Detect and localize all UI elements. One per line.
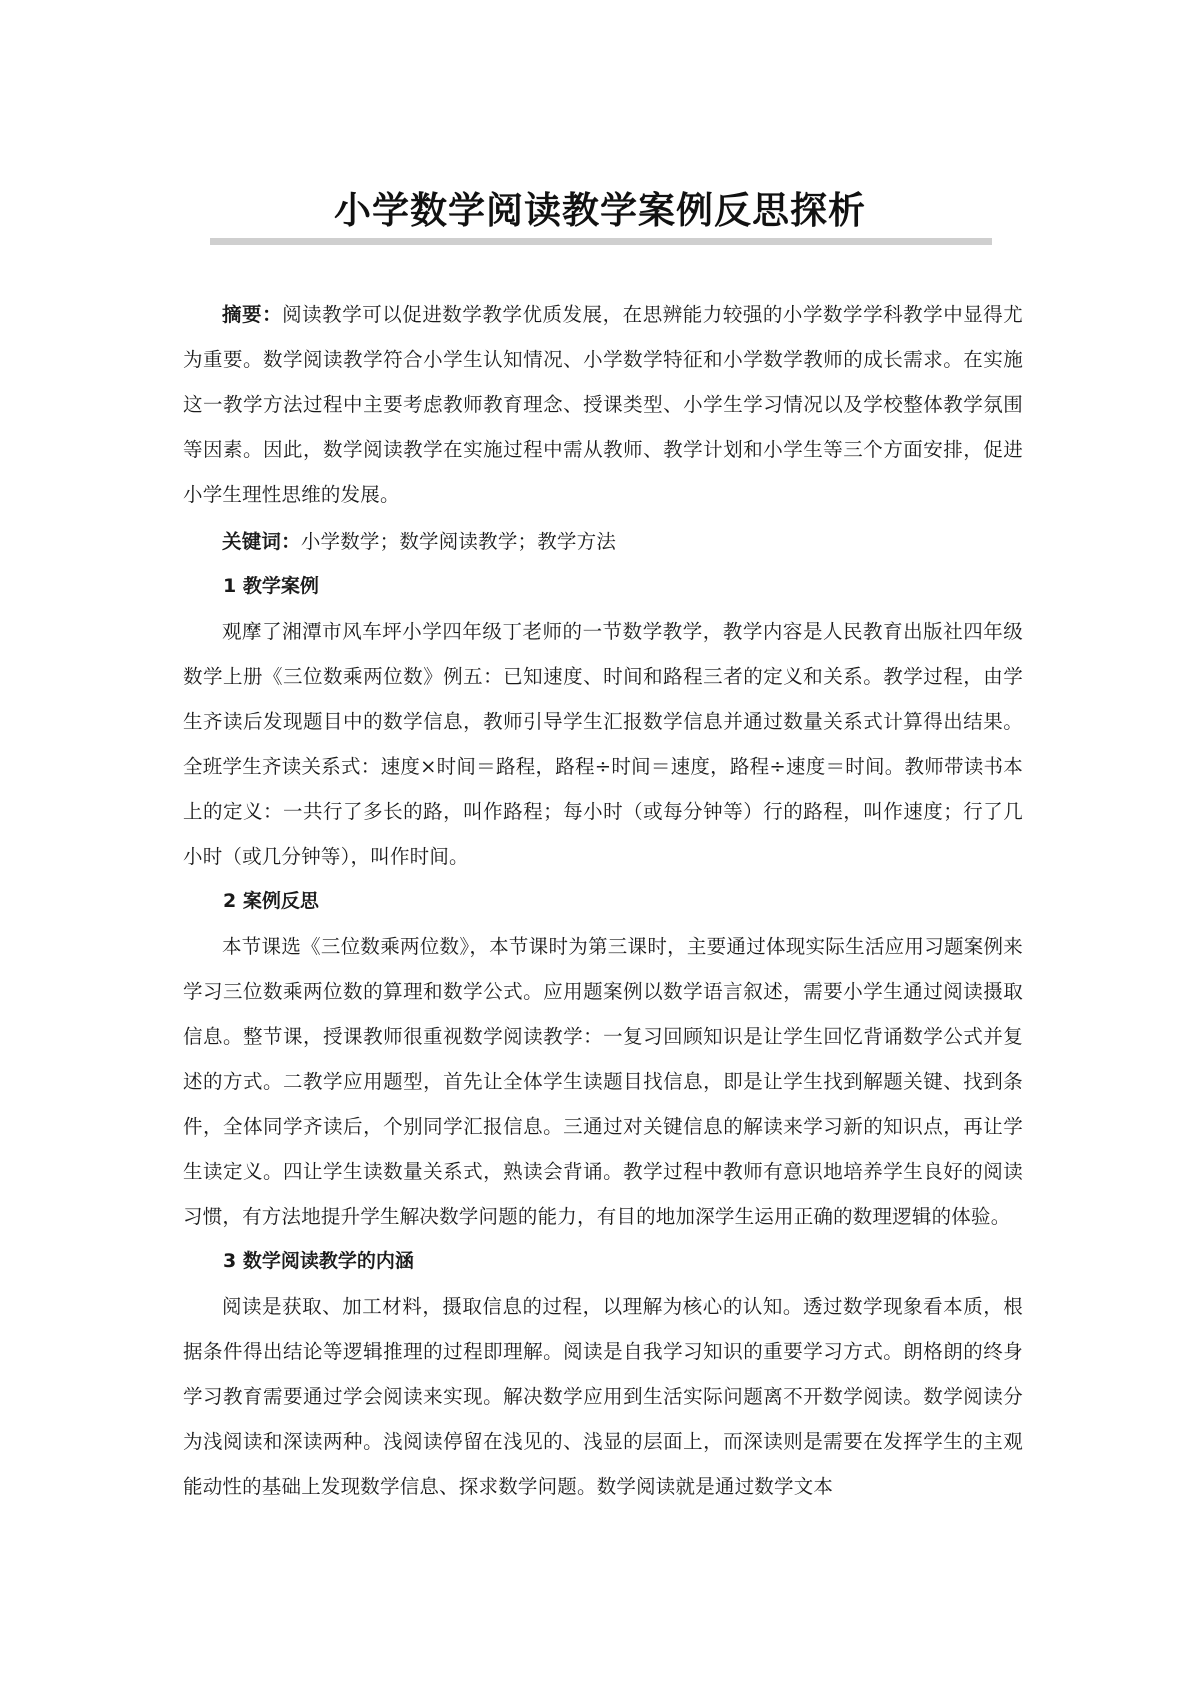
document-body <box>183 292 1023 1509</box>
section-paragraph: 阅读是获取、加工材料，摄取信息的过程，以理解为核心的认知。透过数学现象看本质，根据条件得出结论等逻辑推理的过程即理解。阅读是自我学习知识的重要学习方式。朗格朗的终身学习教育需要通过学会阅读来实现。解决数学应用到生活实际问题离不开数学阅读。数学阅读分为浅阅读和深读两种。浅阅读停留在浅见的、浅显的层面上，而深读则是需要在发挥学生的主观能动性的基础上发现数学信息、探求数学问题。数学阅读就是通过数学文本 <box>183 1295 1023 1498</box>
section-heading-case-reflection: 2 案例反思 <box>223 890 319 912</box>
title-underline-rule <box>210 238 992 245</box>
abstract-label: 摘要： <box>222 303 283 326</box>
section-paragraph: 观摩了湘潭市风车坪小学四年级丁老师的一节数学教学，教学内容是人民教育出版社四年级数学上册《三位数乘两位数》例五：已知速度、时间和路程三者的定义和关系。教学过程，由学生齐读后发现题目中的数学信息，教师引导学生汇报数学信息并通过数量关系式计算得出结果。全班学生齐读关系式：速度×时间＝路程，路程÷时间＝速度，路程÷速度＝时间。教师带读书本上的定义：一共行了多长的路，叫作路程；每小时（或每分钟等）行的路程，叫作速度；行了几小时（或几分钟等），叫作时间。 <box>183 620 1023 868</box>
section-heading-teaching-case: 1 教学案例 <box>223 575 319 597</box>
keywords-text: 小学数学；数学阅读教学；教学方法 <box>300 530 617 553</box>
document-title: 小学数学阅读教学案例反思探析 <box>334 189 866 232</box>
section-paragraph: 本节课选《三位数乘两位数》，本节课时为第三课时，主要通过体现实际生活应用习题案例来学习三位数乘两位数的算理和数学公式。应用题案例以数学语言叙述，需要小学生通过阅读摄取信息。整节课，授课教师很重视数学阅读教学：一复习回顾知识是让学生回忆背诵数学公式并复述的方式。二教学应用题型，首先让全体学生读题目找信息，即是让学生找到解题关键、找到条件，全体同学齐读后，个别同学汇报信息。三通过对关键信息的解读来学习新的知识点，再让学生读定义。四让学生读数量关系式，熟读会背诵。教学过程中教师有意识地培养学生良好的阅读习惯，有方法地提升学生解决数学问题的能力，有目的地加深学生运用正确的数理逻辑的体验。 <box>183 935 1023 1228</box>
keywords-label: 关键词： <box>222 530 301 553</box>
keywords-paragraph <box>183 519 1023 564</box>
section-heading-reading-connotation: 3 数学阅读教学的内涵 <box>223 1250 414 1272</box>
abstract-paragraph <box>183 292 1023 517</box>
abstract-text: 阅读教学可以促进数学教学优质发展，在思辨能力较强的小学数学学科教学中显得尤为重要。数学阅读教学符合小学生认知情况、小学数学特征和小学数学教师的成长需求。在实施这一教学方法过程中主要考虑教师教育理念、授课类型、小学生学习情况以及学校整体教学氛围等因素。因此，数学阅读教学在实施过程中需从教师、教学计划和小学生等三个方面安排，促进小学生理性思维的发展。 <box>183 303 1023 506</box>
